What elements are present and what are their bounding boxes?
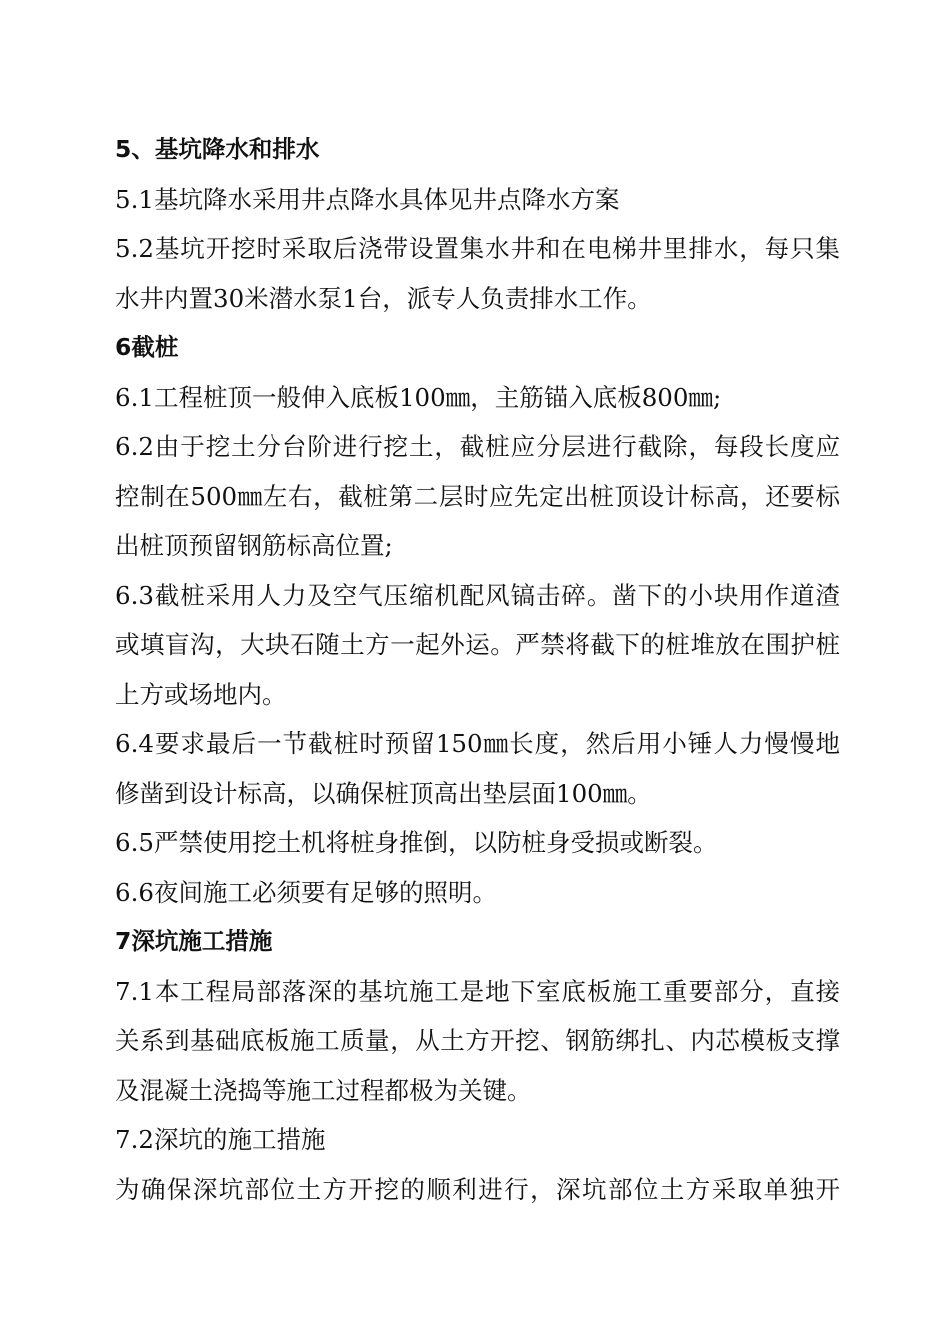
paragraph-line: 修凿到设计标高，以确保桩顶高出垫层面100㎜。 bbox=[115, 778, 652, 808]
paragraph-line: 6.5严禁使用挖土机将桩身推倒，以防桩身受损或断裂。 bbox=[115, 828, 718, 857]
section-heading-5: 5、基坑降水和排水 bbox=[115, 135, 320, 163]
paragraph-line: 5.1基坑降水采用井点降水具体见井点降水方案 bbox=[115, 184, 620, 214]
paragraph-line: 上方或场地内。 bbox=[115, 679, 287, 709]
paragraph-line: 6.4要求最后一节截桩时预留150㎜长度，然后用小锤人力慢慢地 bbox=[115, 729, 840, 758]
paragraph-line: 6.3截桩采用人力及空气压缩机配风镐击碎。凿下的小块用作道渣 bbox=[115, 580, 840, 610]
paragraph-line: 6.1工程桩顶一般伸入底板100㎜，主筋锚入底板800㎜; bbox=[115, 382, 722, 412]
section-heading-6: 6截桩 bbox=[115, 333, 179, 361]
paragraph-line: 水井内置30米潜水泵1台，派专人负责排水工作。 bbox=[115, 283, 652, 313]
paragraph-line: 5.2基坑开挖时采取后浇带设置集水井和在电梯井里排水，每只集 bbox=[115, 234, 840, 263]
section-heading-7: 7深坑施工措施 bbox=[115, 927, 273, 955]
paragraph-line: 6.2由于挖土分台阶进行挖土，截桩应分层进行截除，每段长度应 bbox=[115, 432, 840, 461]
paragraph-line: 7.1本工程局部落深的基坑施工是地下室底板施工重要部分，直接 bbox=[115, 976, 840, 1006]
paragraph-line: 为确保深坑部位土方开挖的顺利进行，深坑部位土方采取单独开 bbox=[115, 1174, 840, 1204]
paragraph-line: 关系到基础底板施工质量，从土方开挖、钢筋绑扎、内芯模板支撑 bbox=[115, 1026, 840, 1055]
paragraph-line: 出桩顶预留钢筋标高位置; bbox=[115, 531, 393, 560]
paragraph-line: 控制在500㎜左右，截桩第二层时应先定出桩顶设计标高，还要标 bbox=[115, 481, 840, 511]
subsection-heading-7-2: 7.2深坑的施工措施 bbox=[115, 1125, 326, 1154]
paragraph-line: 或填盲沟，大块石随土方一起外运。严禁将截下的桩堆放在围护桩 bbox=[115, 630, 840, 659]
paragraph-line: 6.6夜间施工必须要有足够的照明。 bbox=[115, 877, 497, 907]
paragraph-line: 及混凝土浇捣等施工过程都极为关键。 bbox=[115, 1075, 532, 1105]
document-body bbox=[115, 125, 840, 1214]
